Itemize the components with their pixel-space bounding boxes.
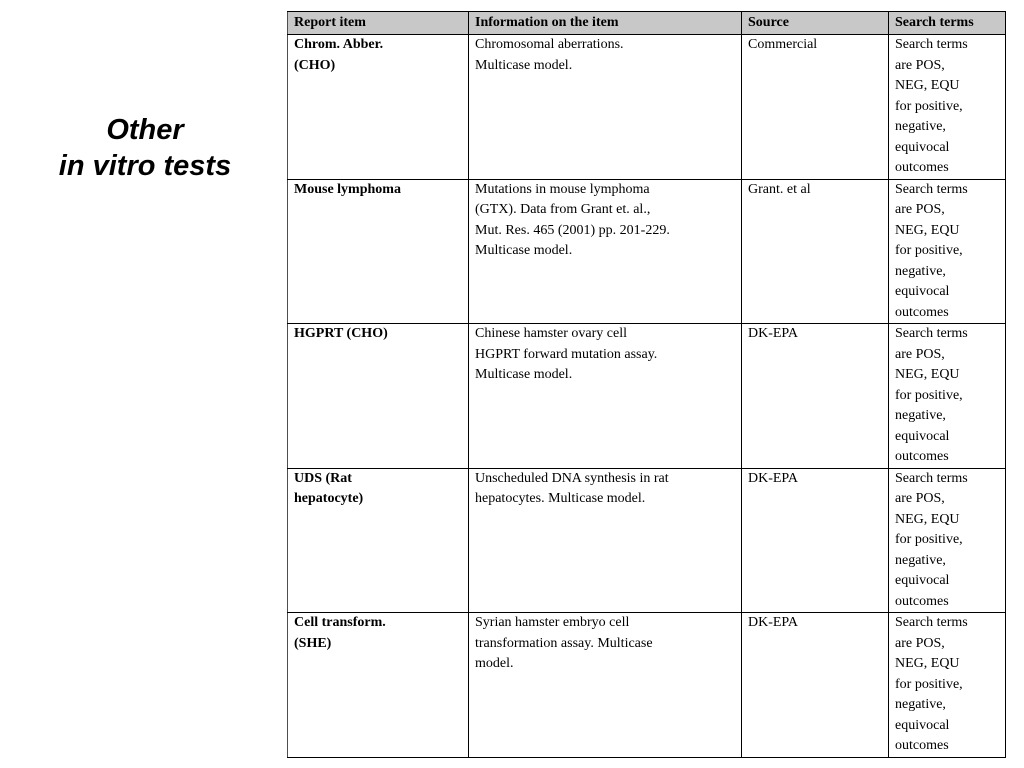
table-row xyxy=(288,35,1006,180)
row-terms: Search terms are POS, NEG, EQU for positive, negative, equivocal outcomes xyxy=(895,326,968,464)
slide-title-line1: Other xyxy=(106,114,184,146)
table-row xyxy=(288,468,1006,613)
table-row xyxy=(288,179,1006,324)
row-source: DK-EPA xyxy=(748,326,799,341)
table-header-row xyxy=(288,12,1006,35)
row-info: Unscheduled DNA synthesis in rat hepatocytes. Multicase model. xyxy=(475,470,669,506)
row-item: HGPRT (CHO) xyxy=(294,326,388,341)
table-row xyxy=(288,324,1006,469)
header-report-item: Report item xyxy=(288,12,469,35)
row-info: Chinese hamster ovary cell HGPRT forward mutation assay. Multicase model. xyxy=(475,326,658,382)
row-terms: Search terms are POS, NEG, EQU for positive, negative, equivocal outcomes xyxy=(895,37,968,175)
row-source: DK-EPA xyxy=(748,470,799,486)
row-source: DK-EPA xyxy=(748,615,799,630)
row-source: Grant. et al xyxy=(748,181,811,197)
row-terms: Search terms are POS, NEG, EQU for positive, negative, equivocal outcomes xyxy=(895,181,968,320)
header-search-terms: Search terms xyxy=(889,12,1006,35)
row-terms: Search terms are POS, NEG, EQU for positive, negative, equivocal outcomes xyxy=(895,470,968,609)
slide-title xyxy=(40,112,250,184)
row-info: Mutations in mouse lymphoma (GTX). Data from Grant et. al., Mut. Res. 465 (2001) pp. 201-229. Multicase model. xyxy=(475,181,670,258)
row-terms: Search terms are POS, NEG, EQU for positive, negative, equivocal outcomes xyxy=(895,615,968,753)
slide-title-line2: in vitro tests xyxy=(58,150,232,182)
row-info: Chromosomal aberrations. Multicase model. xyxy=(475,37,624,73)
report-table xyxy=(287,11,1006,758)
row-info: Syrian hamster embryo cell transformation assay. Multicase model. xyxy=(475,615,653,671)
row-item: Mouse lymphoma xyxy=(294,181,401,197)
row-source: Commercial xyxy=(748,37,818,52)
row-item: UDS (Rat hepatocyte) xyxy=(294,470,364,506)
table-row xyxy=(288,613,1006,758)
header-source: Source xyxy=(742,12,889,35)
header-information: Information on the item xyxy=(469,12,742,35)
row-item: Chrom. Abber. (CHO) xyxy=(294,37,384,73)
row-item: Cell transform. (SHE) xyxy=(294,615,386,651)
